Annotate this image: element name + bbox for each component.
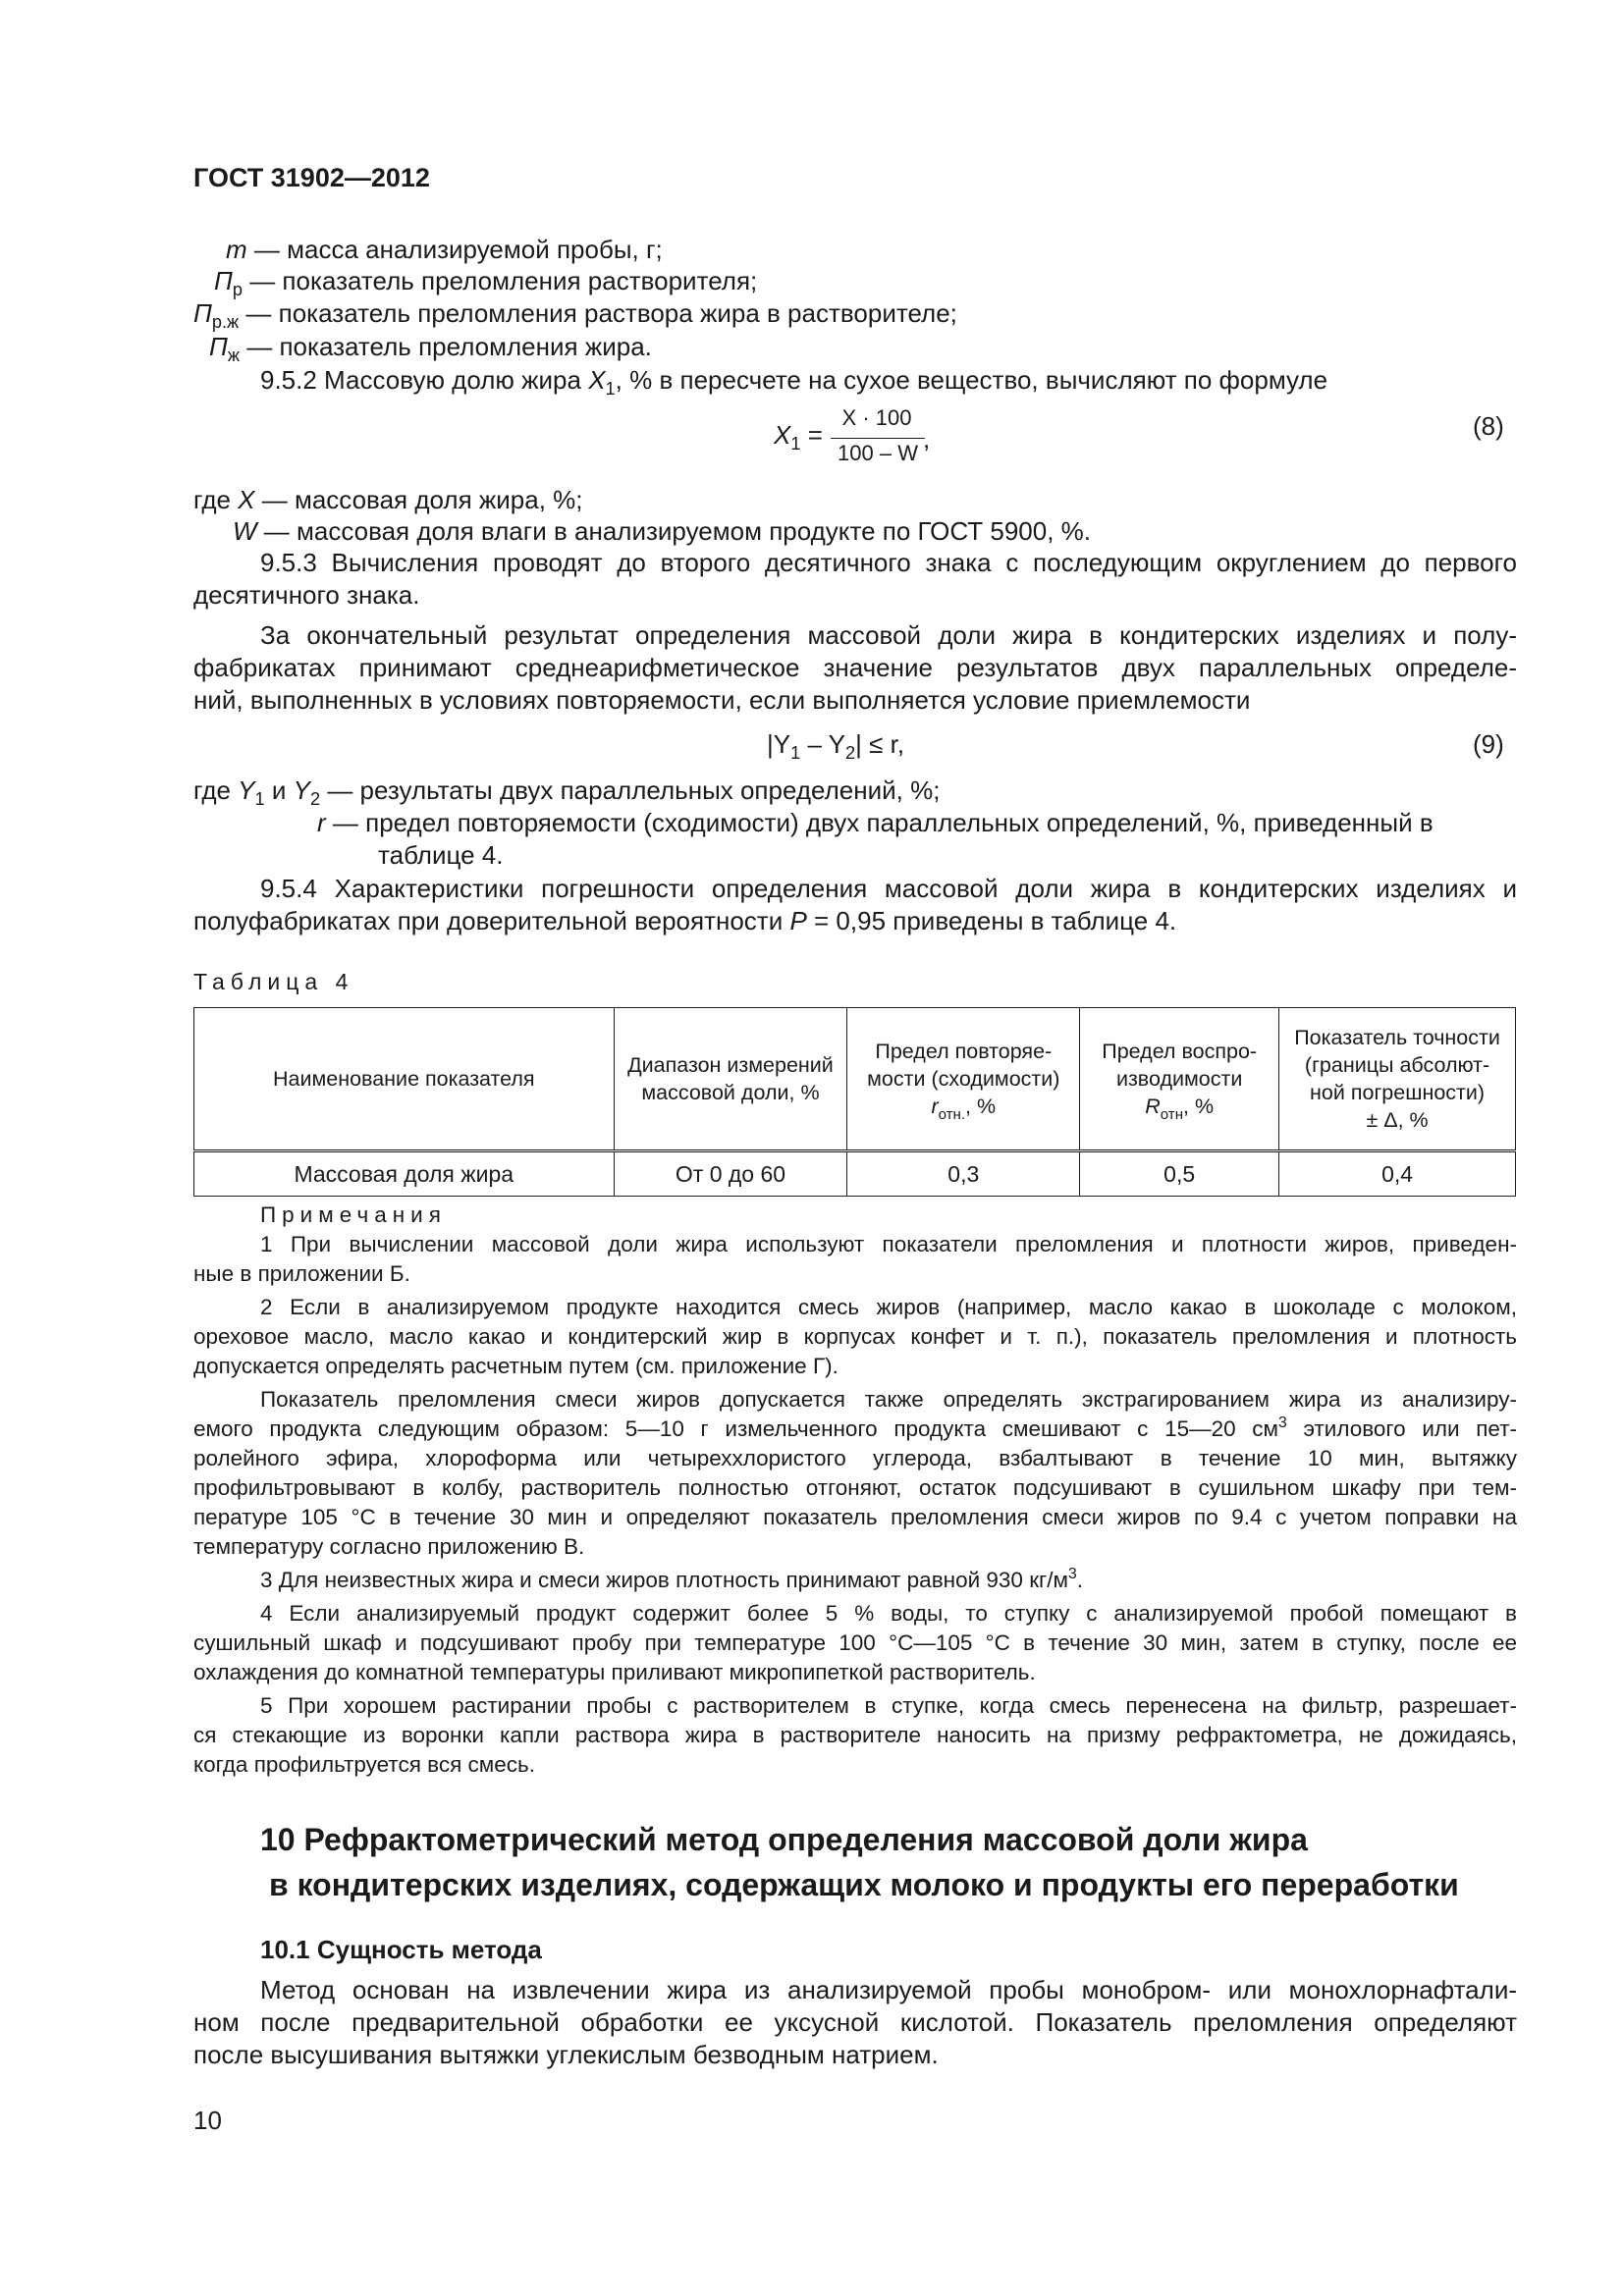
- table-header-row: [194, 1008, 1516, 1151]
- paragraph-final-line2: фабрикатах принимают среднеарифметическое значение результатов двух параллельных определе-: [193, 653, 1517, 682]
- header-accuracy: Показатель точности (границы абсолют- ной погрешности) ± Δ, %: [1279, 1008, 1516, 1151]
- header-measurement-range: Диапазон измерений массовой доли, %: [614, 1008, 847, 1151]
- formula-8-comma: ,: [923, 424, 931, 454]
- table-cell: 0,5: [1080, 1151, 1279, 1197]
- paragraph-9-5-3-line1: 9.5.3 Вычисления проводят до второго десятичного знака с последующим округлением до первого: [260, 548, 1517, 577]
- formula-8-numerator: X · 100: [841, 405, 912, 430]
- where-r: r — предел повторяемости (сходимости) двух параллельных определений, %, приведенный в: [317, 808, 1434, 837]
- table-cell: 0,3: [847, 1151, 1080, 1197]
- where-x: где X — массовая доля жира, %;: [193, 485, 583, 514]
- header-indicator-name: Наименование показателя: [194, 1008, 615, 1151]
- note-3: 3 Для неизвестных жира и смеси жиров плотность принимают равной 930 $кг/м^3$.: [260, 1566, 1083, 1592]
- note-2b-line6: температуру согласно приложению В.: [193, 1534, 585, 1559]
- table-caption: Таблица 4: [193, 969, 354, 994]
- table-4: [193, 1007, 1516, 1197]
- note-2b-line2: емого продукта следующим образом: 5—10 г измельченного продукта смешивают с 15—20 $см^3$ этилового или пет-: [193, 1415, 1517, 1441]
- note-4-line1: 4 Если анализируемый продукт содержит более 5 % воды, то ступку с анализируемой пробой помещают в: [260, 1601, 1517, 1626]
- where-w: W — массовая доля влаги в анализируемом продукте по ГОСТ 5900, %.: [233, 516, 1092, 546]
- document-header: ГОСТ 31902—2012: [193, 163, 430, 192]
- formula-9: $|Y_1 - Y_2| \le r$,: [767, 729, 905, 763]
- paragraph-9-5-4-line2: полуфабрикатах при доверительной вероятности P = 0,95 приведены в таблице 4.: [193, 906, 1177, 935]
- section-10-1-line1: Метод основан на извлечении жира из анализируемой пробы монобром- или монохлорнафтали-: [260, 1975, 1517, 2004]
- formula-8-number: (8): [1473, 411, 1504, 441]
- legend-npz: $П_{р.ж}$ — показатель преломления раствора жира в растворителе;: [193, 298, 957, 332]
- note-4-line3: охлаждения до комнатной температуры приливают микропипеткой растворитель.: [193, 1660, 1036, 1684]
- section-10-title-line2: в кондитерских изделиях, содержащих молоко и продукты его переработки: [269, 1867, 1459, 1902]
- legend-np: $П_р$ — показатель преломления растворителя;: [214, 266, 758, 299]
- section-10-1-line3: после высушивания вытяжки углекислым безводным натрием.: [193, 2040, 939, 2069]
- formula-8-lhs: $X_1$ =: [774, 420, 823, 454]
- paragraph-final-line1: За окончательный результат определения массовой доли жира в кондитерских изделиях и полу-: [260, 620, 1517, 650]
- note-2b-line5: пературе 105 °С в течение 30 мин и определяют показатель преломления смеси жиров по 9.4 с учетом поправки на: [193, 1505, 1517, 1529]
- section-10-1-line2: ном после предварительной обработки ее уксусной кислотой. Показатель преломления определяют: [193, 2007, 1517, 2037]
- note-2b-line4: профильтровывают в колбу, растворитель полностью отгоняют, остаток подсушивают в сушильном шкафу при тем-: [193, 1475, 1517, 1500]
- legend-m: m — масса анализируемой пробы, г;: [226, 235, 663, 264]
- page-number: 10: [193, 2106, 222, 2135]
- note-1-line1: 1 При вычислении массовой доли жира используют показатели преломления и плотности жиров, приведен-: [260, 1232, 1517, 1256]
- note-2-line3: допускается определять расчетным путем (см. приложение Г).: [193, 1354, 839, 1378]
- note-5-line1: 5 При хорошем растирании пробы с растворителем в ступке, когда смесь перенесена на фильтр, разрешает-: [260, 1693, 1517, 1718]
- notes-title: Примечания: [260, 1202, 447, 1227]
- formula-8-denominator: 100 – W: [838, 441, 918, 465]
- note-2b-line1: Показатель преломления смеси жиров допускается также определять экстрагированием жира из анализиру-: [260, 1387, 1517, 1412]
- where-r-line2: таблице 4.: [378, 840, 504, 870]
- header-reproducibility: Предел воспро- изводимости $R_{отн}$, %: [1080, 1008, 1279, 1151]
- note-2-line2: ореховое масло, масло какао и кондитерский жир в корпусах конфет и т. п.), показатель преломления и плотность: [193, 1324, 1517, 1349]
- table-cell: 0,4: [1279, 1151, 1516, 1197]
- formula-9-number: (9): [1473, 729, 1504, 759]
- paragraph-9-5-4-line1: 9.5.4 Характеристики погрешности определения массовой доли жира в кондитерских изделиях и: [260, 874, 1517, 903]
- table-row: [194, 1151, 1516, 1197]
- where-y: где $Y_1$ и $Y_2$ — результаты двух параллельных определений, %;: [193, 775, 941, 809]
- table-cell: От 0 до 60: [614, 1151, 847, 1197]
- note-5-line2: ся стекающие из воронки капли раствора жира в растворителе наносить на призму рефрактометра, не дожидаясь,: [193, 1723, 1517, 1747]
- table-cell: Массовая доля жира: [194, 1151, 615, 1197]
- paragraph-9-5-2: 9.5.2 Массовую долю жира $X_1$, % в пересчете на сухое вещество, вычисляют по формуле: [260, 365, 1328, 399]
- note-5-line3: когда профильтруется вся смесь.: [193, 1752, 535, 1777]
- note-2b-line3: ролейного эфира, хлороформа или четыреххлористого углерода, взбалтывают в течение 10 мин, вытяжку: [193, 1446, 1517, 1470]
- paragraph-9-5-3-line2: десятичного знака.: [193, 580, 420, 610]
- section-10-title-line1: 10 Рефрактометрический метод определения массовой доли жира: [260, 1822, 1308, 1857]
- note-2-line1: 2 Если в анализируемом продукте находится смесь жиров (например, масло какао в шоколаде с молоком,: [260, 1295, 1517, 1319]
- header-repeatability: Предел повторяе- мости (сходимости) $r_{отн.}$, %: [847, 1008, 1080, 1151]
- formula-8-fraction-bar: [831, 438, 925, 439]
- paragraph-final-line3: ний, выполненных в условиях повторяемости, если выполняется условие приемлемости: [193, 685, 1251, 715]
- legend-nz: $П_ж$ — показатель преломления жира.: [209, 332, 652, 365]
- note-4-line2: сушильный шкаф и подсушивают пробу при температуре 100 °С—105 °С в течение 30 мин, затем в ступку, после ее: [193, 1630, 1517, 1655]
- note-1-line2: ные в приложении Б.: [193, 1261, 410, 1286]
- section-10-1-title: 10.1 Сущность метода: [260, 1935, 542, 1964]
